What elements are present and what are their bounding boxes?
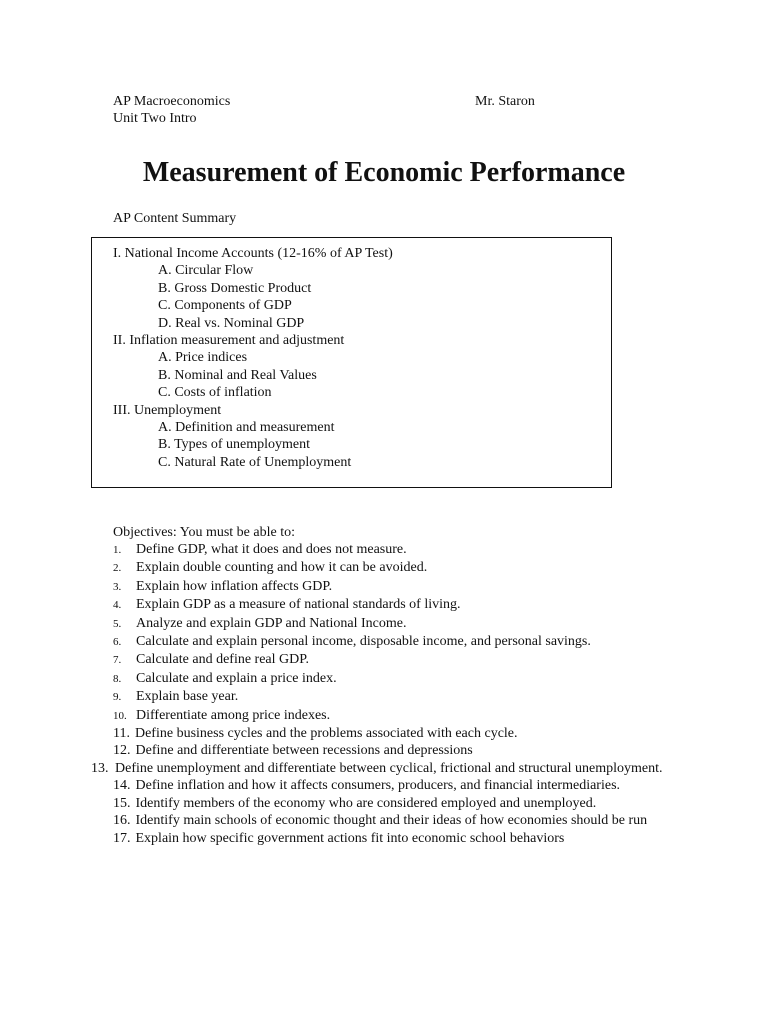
objective-number: 14.: [113, 778, 131, 794]
outline-item: A. Circular Flow: [158, 263, 254, 279]
objective-text: Identify members of the economy who are considered employed and unemployed.: [135, 795, 597, 811]
teacher-name: Mr. Staron: [475, 94, 535, 109]
outline-item: B. Nominal and Real Values: [158, 367, 317, 383]
objectives-intro: Objectives: You must be able to:: [113, 525, 295, 540]
objective-item: [113, 633, 673, 651]
objective-text: Define business cycles and the problems associated with each cycle.: [134, 726, 518, 742]
objective-item: [113, 812, 673, 829]
outline-item: B. Types of unemployment: [158, 437, 310, 453]
objective-text: Define and differentiate between recessions and depressions: [135, 743, 473, 759]
objective-number: 2.: [113, 562, 122, 575]
objective-text: Differentiate among price indexes.: [136, 707, 331, 723]
objective-item: [113, 725, 673, 742]
objective-number: 12.: [113, 743, 131, 759]
objective-item: [113, 578, 673, 596]
objective-item: [113, 688, 673, 706]
outline-item: C. Costs of inflation: [158, 385, 272, 401]
objective-text: Define unemployment and differentiate between cyclical, frictional and structural unemployment.: [115, 760, 663, 776]
course-name: AP Macroeconomics: [113, 94, 231, 109]
objective-text: Calculate and explain a price index.: [136, 670, 337, 686]
objective-number: 8.: [113, 672, 122, 685]
objective-item: 13. Define unemployment and differentiate between cyclical, frictional and structural unemployment.: [91, 760, 663, 776]
objective-item: [113, 777, 673, 794]
objective-text: Analyze and explain GDP and National Income.: [136, 615, 407, 631]
objective-text: Define GDP, what it does and does not measure.: [136, 542, 407, 557]
objective-number: 6.: [113, 636, 122, 649]
objective-number: 3.: [113, 580, 122, 593]
objective-number: 16.: [113, 813, 131, 829]
objective-text: Explain base year.: [136, 689, 239, 705]
objective-text: Explain how inflation affects GDP.: [136, 578, 333, 594]
objective-item: [113, 795, 673, 812]
outline-item: A. Definition and measurement: [158, 420, 335, 436]
objective-number: 4.: [113, 599, 122, 612]
objective-number: 7.: [113, 654, 122, 667]
objective-number: 15.: [113, 795, 131, 811]
outline-section: I. National Income Accounts (12-16% of AP Test): [113, 246, 393, 261]
objective-text: Calculate and define real GDP.: [136, 652, 309, 668]
objective-number: 5.: [113, 617, 122, 630]
objective-item: [113, 651, 673, 669]
objective-text: Explain GDP as a measure of national standards of living.: [136, 597, 461, 613]
page-title: Measurement of Economic Performance: [142, 157, 626, 188]
objective-text: Define inflation and how it affects consumers, producers, and financial intermediaries.: [135, 778, 621, 794]
content-summary-outline: [113, 245, 393, 471]
objective-item: [113, 670, 673, 688]
objective-text: Explain how specific government actions fit into economic school behaviors: [135, 830, 565, 846]
outline-item: C. Components of GDP: [158, 298, 292, 314]
content-summary-label: AP Content Summary: [113, 211, 237, 226]
objective-text: Explain double counting and how it can be avoided.: [136, 560, 428, 576]
objective-item: [113, 707, 673, 725]
objective-text: Calculate and explain personal income, disposable income, and personal savings.: [136, 634, 591, 650]
objective-item: [113, 559, 673, 577]
objective-item: [113, 742, 673, 759]
outline-item: A. Price indices: [158, 350, 248, 366]
outline-section: II. Inflation measurement and adjustment: [113, 333, 345, 349]
objective-item: [113, 596, 673, 614]
objective-text: Identify main schools of economic thought and their ideas of how economies should be run: [135, 813, 648, 829]
outline-item: B. Gross Domestic Product: [158, 280, 312, 296]
outline-item: D. Real vs. Nominal GDP: [158, 315, 305, 331]
objective-number: 10.: [113, 709, 127, 722]
objective-number: 17.: [113, 830, 131, 846]
objective-item: [113, 541, 673, 559]
objectives-list: [91, 541, 673, 847]
objective-item: [113, 830, 673, 847]
objective-number: 11.: [113, 726, 130, 742]
objective-number: 1.: [113, 544, 122, 556]
objective-item: [113, 615, 673, 633]
outline-item: C. Natural Rate of Unemployment: [158, 454, 352, 470]
objective-number: 9.: [113, 691, 122, 704]
unit-name: Unit Two Intro: [113, 111, 197, 126]
outline-section: III. Unemployment: [113, 402, 222, 418]
